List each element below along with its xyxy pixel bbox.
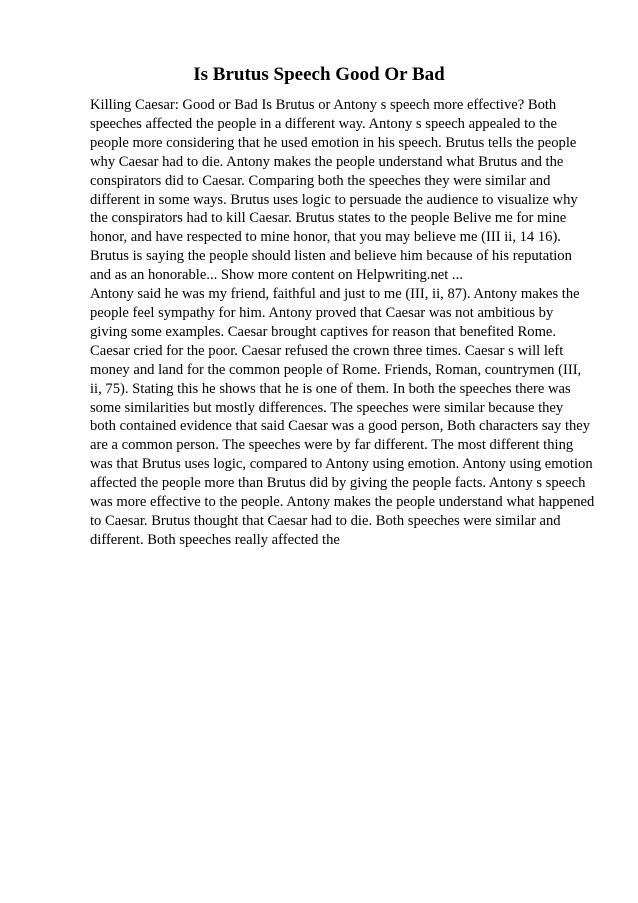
paragraph-1 xyxy=(90,96,600,285)
text-line: was that Brutus uses logic, compared to Antony using emotion. Antony using emotion xyxy=(90,456,593,473)
document-title: Is Brutus Speech Good Or Bad xyxy=(193,64,445,85)
text-line: honor, and have respected to mine honor, that you may believe me (III ii, 14 16). xyxy=(90,229,561,246)
text-line: was more effective to the people. Antony makes the people understand what happened xyxy=(90,494,595,511)
text-line: Antony said he was my friend, faithful and just to me (III, ii, 87). Antony makes the xyxy=(90,286,580,303)
text-line: affected the people more than Brutus did by giving the people facts. Antony s speech xyxy=(90,475,586,492)
text-line: different in some ways. Brutus uses logic to persuade the audience to visualize why xyxy=(90,191,578,208)
text-line: people feel sympathy for him. Antony proved that Caesar was not ambitious by xyxy=(90,304,554,321)
text-line: why Caesar had to die. Antony makes the people understand what Brutus and the xyxy=(90,153,564,170)
text-line: the conspirators had to kill Caesar. Brutus states to the people Belive me for mine xyxy=(90,210,567,227)
paragraph-2 xyxy=(90,285,600,550)
text-line: Killing Caesar: Good or Bad Is Brutus or Antony s speech more effective? Both xyxy=(90,97,557,113)
text-line: are a common person. The speeches were by far different. The most different thing xyxy=(90,437,574,454)
text-line: Caesar cried for the poor. Caesar refused the crown three times. Caesar s will left xyxy=(90,342,564,359)
text-line: ii, 75). Stating this he shows that he is one of them. In both the speeches there was xyxy=(90,380,571,397)
text-line: conspirators did to Caesar. Comparing both the speeches they were similar and xyxy=(90,172,551,189)
text-line: giving some examples. Caesar brought captives for reason that benefited Rome. xyxy=(90,323,557,340)
text-line: and as an honorable... Show more content on Helpwriting.net ... xyxy=(90,267,463,284)
text-line: to Caesar. Brutus thought that Caesar had to die. Both speeches were similar and xyxy=(90,512,561,529)
text-line: speeches affected the people in a different way. Antony s speech appealed to the xyxy=(90,115,557,132)
text-line: both contained evidence that said Caesar was a good person, Both characters say they xyxy=(90,418,591,435)
text-line: money and land for the common people of Rome. Friends, Roman, countrymen (III, xyxy=(90,361,582,378)
text-line: some similarities but mostly differences. The speeches were similar because they xyxy=(90,399,564,416)
text-line: people more considering that he used emotion in his speech. Brutus tells the people xyxy=(90,134,577,151)
text-line: different. Both speeches really affected the xyxy=(90,531,340,548)
document-body xyxy=(90,96,600,550)
text-line: Brutus is saying the people should listen and believe him because of his reputation xyxy=(90,248,572,265)
